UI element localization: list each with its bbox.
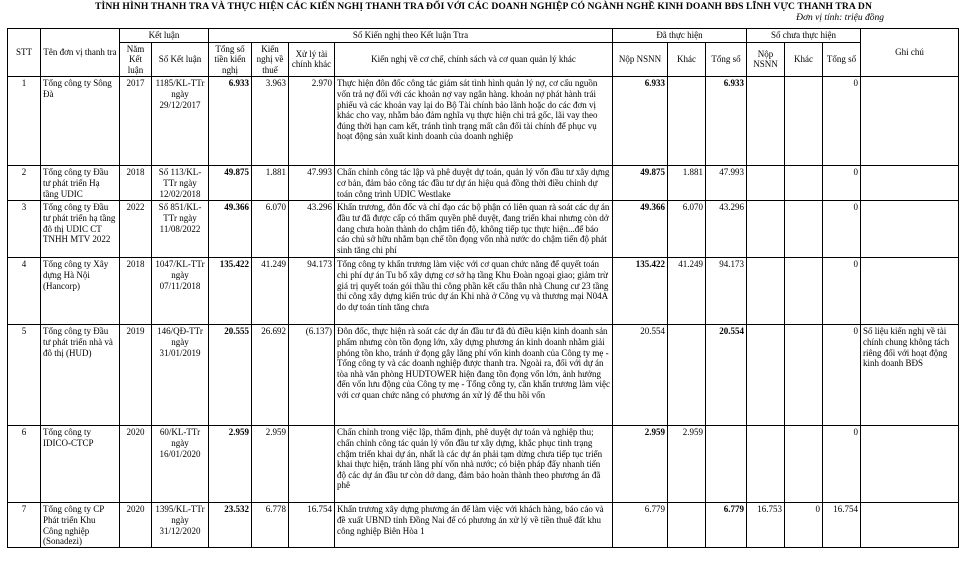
row-da-nop: 49.875: [640, 167, 665, 178]
row-year: 2022: [126, 202, 145, 213]
row-kien-nghi: Đôn đốc, thực hiện rà soát các dự án đầu tư đã đủ điều kiện kinh doanh sản phẩm nhưng còn tồn đọng lớn, xây dựng phương án kinh doanh nhằm giải phóng tồn kho, tránh ứ đọng gây lãng phí vốn kinh doanh của Công ty mẹ - Tổng công ty và các doanh nghiệp được thanh tra. Ngoài ra, đối với dự án tòa nhà văn phòng HUDTOWER hiện đang tồn đọng vốn lớn, ảnh hưởng đến vốn lưu động của Công ty mẹ - Tổng công ty, cần khẩn trương làm việc với cơ quan chức năng có phương án xử lý để thu hồi vốn: [337, 326, 610, 400]
row-so-kl: 1395/KL-TTr ngày 31/12/2020: [155, 504, 205, 536]
row-year: 2017: [126, 78, 145, 89]
row-chua-tong: 0: [853, 78, 859, 89]
row-thue: 2.959: [265, 427, 286, 438]
row-tong-so: 23.532: [224, 504, 249, 515]
row-da-tong: 6.933: [723, 78, 744, 89]
row-kien-nghi: Tổng công ty khẩn trương làm việc với cơ quan chức năng để quyết toán chi phí dự án Tu bổ xây dựng cơ sở hạ tầng Khu Đoàn ngoại giao; giảm trừ giá trị quyết toán gói thầu thi công phần kết cấu thân nhà Chung cư 23 tầng thi công xây dựng kiến trúc dự án Khi nhà ở Công vụ và thương mại N04A do dự toán tính tăng chưa: [337, 259, 609, 312]
table-row: [8, 325, 959, 426]
row-tong-so: 20.555: [224, 326, 249, 337]
row-stt: 2: [21, 167, 27, 178]
row-chua-nop: [749, 326, 782, 424]
row-unit-name: Tổng công ty Đầu tư phát triển nhà và đô thị (HUD): [43, 326, 113, 358]
row-chua-khac: [787, 326, 820, 424]
row-ghi-chu: [863, 427, 956, 501]
row-thue: 1.881: [265, 167, 286, 178]
row-stt: 4: [21, 259, 27, 270]
row-thue: 26.692: [261, 326, 286, 337]
row-unit-name: Tổng công ty IDICO-CTCP: [43, 427, 94, 448]
row-xu-ly-khac: 16.754: [307, 504, 332, 515]
row-da-nop: 2.959: [644, 427, 665, 438]
row-da-khac: [670, 78, 703, 164]
row-ghi-chu: [863, 202, 956, 256]
table-row: [8, 166, 959, 201]
row-chua-khac: [787, 259, 820, 323]
header-so-chua-thuc-hien: Số chưa thực hiện: [747, 29, 861, 43]
row-da-nop: 6.779: [644, 504, 665, 515]
header-chua-tong: Tổng số: [823, 42, 861, 77]
row-kien-nghi: Chấn chỉnh trong việc lập, thẩm định, phê duyệt dự toán và nghiệp thu; chấn chỉnh công tác quản lý vốn đầu tư xây dựng, khắc phục tình trạng chậm triển khai dự án, nhất là các dự án phải tạm dừng chưa tiếp tục triển khai thực hiện, tránh lãng phí vốn nhà nước; có biện pháp đẩy nhanh tiến độ các dự án đầu tư còn dở dang, đảm bảo hoàn thành theo phương án đã phê: [337, 427, 603, 491]
row-ghi-chu: [863, 259, 956, 323]
row-kien-nghi: Khẩn trương xây dựng phương án để làm việc với khách hàng, báo cáo và đề xuất UBND tỉnh Đồng Nai để có phương án xử lý về tiền thuê đất khu công nghiệp Biên Hòa 1: [337, 504, 604, 536]
row-chua-tong: 0: [853, 326, 859, 337]
table-row: [8, 258, 959, 325]
row-chua-nop: [749, 259, 782, 323]
row-chua-khac: [787, 427, 820, 501]
row-thue: 41.249: [261, 259, 286, 270]
row-da-khac: 1.881: [682, 167, 703, 178]
row-ghi-chu: [863, 167, 956, 199]
row-xu-ly-khac: [291, 427, 332, 501]
row-year: 2020: [126, 504, 145, 515]
row-da-nop: 135.422: [635, 259, 665, 270]
header-da-thuc-hien: Đã thực hiện: [613, 29, 747, 43]
row-so-kl: Số 113/KL-TTr ngày 12/02/2018: [158, 167, 202, 199]
row-da-tong: [708, 427, 744, 501]
header-kien-nghi-thue: Kiến nghị về thuế: [252, 42, 289, 77]
row-thue: 6.778: [265, 504, 286, 515]
row-thue: 3.963: [265, 78, 286, 89]
row-so-kl: Số 851/KL-TTr ngày 11/08/2022: [158, 202, 202, 234]
row-chua-tong: 0: [853, 202, 859, 213]
row-so-kl: 1047/KL-TTr ngày 07/11/2018: [155, 259, 205, 291]
row-unit-name: Tổng công ty Xây dựng Hà Nội (Hancorp): [43, 259, 109, 291]
row-chua-khac: [787, 78, 820, 164]
row-tong-so: 6.933: [228, 78, 249, 89]
unit-label: Đơn vị tính: triệu đồng: [796, 13, 884, 23]
header-unit-name: Tên đơn vị thanh tra: [41, 29, 120, 77]
row-tong-so: 49.875: [224, 167, 249, 178]
row-chua-nop: 16.753: [757, 504, 782, 515]
row-chua-khac: [787, 167, 820, 199]
row-unit-name: Tổng công ty Sông Đà: [43, 78, 112, 99]
row-chua-tong: 0: [853, 427, 859, 438]
header-ket-luan: Kết luận: [120, 29, 209, 43]
row-da-khac: 41.249: [678, 259, 703, 270]
row-year: 2018: [126, 167, 145, 178]
row-chua-nop: [749, 78, 782, 164]
row-stt: 3: [21, 202, 27, 213]
row-da-nop: 49.366: [640, 202, 665, 213]
header-so-kl: Số Kết luận: [152, 42, 209, 77]
header-xu-ly-tai-chinh: Xử lý tài chính khác: [289, 42, 335, 77]
table-row: [8, 426, 959, 503]
row-xu-ly-khac: 94.173: [307, 259, 332, 270]
row-chua-khac: [787, 202, 820, 256]
header-chua-khac: Khác: [785, 42, 823, 77]
page-title: TÌNH HÌNH THANH TRA VÀ THỰC HIỆN CÁC KIẾN NGHỊ THANH TRA ĐỐI VỚI CÁC DOANH NGHIỆP CÓ NGÀNH NGHỀ KINH DOANH BĐS LĨNH VỰC THANH TRA DN: [95, 1, 872, 12]
row-kien-nghi: Thực hiện đôn đốc công tác giám sát tình hình quản lý nợ, cơ cấu nguồn vốn trả nợ đối với các khoản nợ vay ngân hàng. khoản nợ phát hành trái phiếu và các khoản vay lại do Bộ Tài chính bảo lãnh hoặc do các đơn vị khác cho vay, nhằm bảo đảm nghĩa vụ thực hiện chi trả gốc, lãi vay theo đúng thời hạn cam kết, tránh tình trạng mất cân đối tài chính để phục vụ hoạt động sản xuất kinh doanh của doanh nghiệp: [337, 78, 598, 142]
row-chua-khac: 0: [815, 504, 820, 515]
row-stt: 1: [21, 78, 27, 89]
row-da-tong: 20.554: [719, 326, 744, 337]
row-da-khac: [670, 326, 703, 424]
row-da-nop: 6.933: [644, 78, 665, 89]
header-kien-nghi-group: Số Kiến nghị theo Kết luận Ttra: [209, 29, 613, 43]
row-chua-nop: [749, 167, 782, 199]
header-da-khac: Khác: [668, 42, 706, 77]
row-chua-tong: 16.754: [833, 504, 859, 515]
row-chua-tong: 0: [853, 259, 859, 270]
header-da-nop-nsnn: Nộp NSNN: [613, 42, 668, 77]
table-row: [8, 77, 959, 166]
row-stt: 6: [21, 427, 27, 438]
row-ghi-chu: [863, 78, 956, 164]
row-tong-so: 2.959: [228, 427, 249, 438]
row-da-tong: 6.779: [723, 504, 744, 515]
row-unit-name: Tổng công ty CP Phát triển Khu Công nghiệp (Sonadezi): [43, 504, 104, 547]
table-row: [8, 503, 959, 548]
row-kien-nghi: Chấn chỉnh công tác lập và phê duyệt dự toán, quản lý vốn đầu tư xây dựng cơ bản, đảm bảo công tác đầu tư dự án hiệu quả đồng thời điều chỉnh dự toán công trình UDIC Westlake: [337, 167, 610, 199]
row-xu-ly-khac: (6.137): [305, 326, 332, 337]
row-thue: 6.070: [265, 202, 286, 213]
row-da-tong: 43.296: [719, 202, 744, 213]
header-tong-so: Tổng số tiền kiến nghị: [209, 42, 252, 77]
row-da-nop: 20.554: [640, 326, 665, 337]
row-year: 2020: [126, 427, 145, 438]
row-unit-name: Tổng công ty Đầu tư phát triển Hạ tầng UDIC: [43, 167, 109, 199]
row-tong-so: 49.366: [224, 202, 249, 213]
row-xu-ly-khac: 43.296: [307, 202, 332, 213]
row-stt: 5: [21, 326, 27, 337]
header-da-tong: Tổng số: [706, 42, 747, 77]
row-year: 2019: [126, 326, 145, 337]
row-chua-nop: [749, 202, 782, 256]
row-stt: 7: [21, 504, 27, 515]
row-da-tong: 47.993: [719, 167, 744, 178]
row-year: 2018: [126, 259, 145, 270]
row-ghi-chu: [863, 504, 956, 546]
row-unit-name: Tổng công ty Đầu tư phát triển hạ tầng đô thị UDIC CT TNHH MTV 2022: [43, 202, 116, 245]
header-kien-nghi-co-che: Kiến nghị về cơ chế, chính sách và cơ quan quản lý khác: [335, 42, 613, 77]
row-kien-nghi: Khẩn trương, đôn đốc và chỉ đạo các bộ phận có liên quan rà soát các dự án đầu tư đã được cấp có thẩm quyền phê duyệt, đang triển khai nhưng còn dở dang chưa hoàn thành do chậm tiến độ, không tiếp tục thực hiện...để báo cáo chủ sở hữu nhằm bạn chế tồn đọng vốn nhà nước do chậm tiến độ phát sinh tăng chi phí: [337, 202, 610, 255]
row-chua-nop: [749, 427, 782, 501]
header-ghi-chu: Ghi chú: [861, 29, 959, 77]
row-xu-ly-khac: 2.970: [311, 78, 332, 89]
row-da-khac: [670, 504, 703, 546]
table-row: [8, 201, 959, 258]
header-chua-nop-nsnn: Nộp NSNN: [747, 42, 785, 77]
row-ghi-chu: Số liệu kiến nghị về tài chính chung không tách riêng đối với hoạt động kinh doanh BĐS: [863, 326, 950, 369]
row-chua-tong: 0: [853, 167, 859, 178]
inspection-table: [7, 28, 959, 548]
row-so-kl: 1185/KL-TTr ngày 29/12/2017: [155, 78, 205, 110]
row-da-khac: 2.959: [682, 427, 703, 438]
row-so-kl: 146/QĐ-TTr ngày 31/01/2019: [157, 326, 203, 358]
row-da-tong: 94.173: [719, 259, 744, 270]
row-tong-so: 135.422: [219, 259, 249, 270]
header-stt: STT: [8, 29, 41, 77]
row-da-khac: 6.070: [682, 202, 703, 213]
row-so-kl: 60/KL-TTr ngày 16/01/2020: [159, 427, 201, 459]
header-nam: Năm Kết luận: [120, 42, 152, 77]
row-xu-ly-khac: 47.993: [307, 167, 332, 178]
